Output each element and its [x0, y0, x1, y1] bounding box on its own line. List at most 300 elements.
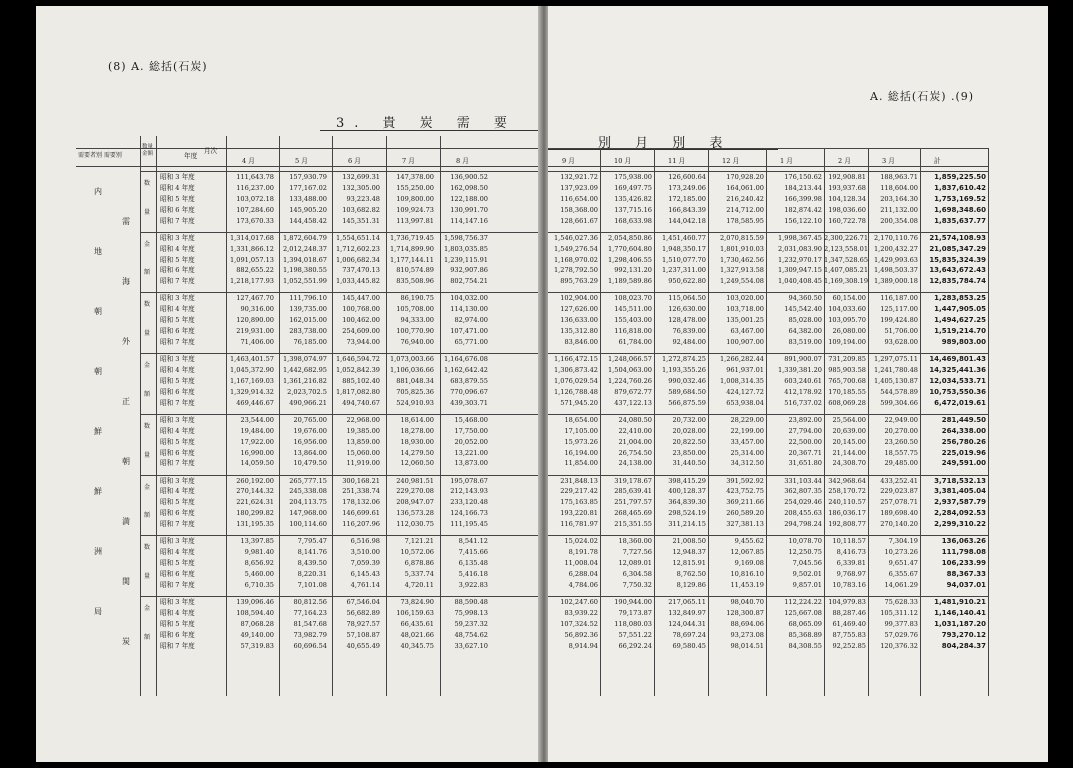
- value-2-1-1: 139,735.00: [289, 305, 327, 314]
- value-3-2-3: 881,048.34: [396, 376, 434, 385]
- right-value-2-2-3: 135,001.25: [726, 316, 764, 325]
- right-value-0-0-4: 176,150.62: [784, 173, 822, 181]
- right-value-3-1-7: 14,325,441.36: [929, 366, 986, 374]
- value-6-4-4: 3,922.83: [458, 580, 488, 589]
- right-value-3-4-4: 516,737.02: [784, 398, 822, 407]
- right-value-5-3-7: 2,284,092.53: [934, 509, 986, 518]
- value-6-2-2: 7,059.39: [350, 559, 380, 567]
- block-rule-5: [140, 475, 541, 476]
- value-3-3-2: 1,817,082.80: [335, 387, 380, 396]
- year-label-5-4: 昭和 7 年度: [160, 520, 195, 529]
- value-3-1-4: 1,162,642.42: [443, 366, 488, 374]
- right-value-2-2-1: 155,403.00: [614, 316, 652, 325]
- right-value-7-4-2: 69,580.45: [672, 641, 706, 650]
- right-value-3-4-1: 437,122.13: [614, 398, 652, 407]
- block-label-2-b: 量: [144, 330, 151, 338]
- value-6-0-2: 6,516.98: [350, 537, 380, 546]
- value-4-3-0: 16,990.00: [240, 448, 274, 457]
- year-label-5-2: 昭和 5 年度: [160, 498, 195, 507]
- right-value-3-0-2: 1,272,874.25: [661, 355, 706, 364]
- block-rule-4: [140, 414, 541, 415]
- value-0-2-1: 133,488.00: [289, 194, 327, 203]
- right-value-5-3-1: 268,465.69: [614, 509, 652, 518]
- right-value-7-4-5: 92,252.85: [832, 641, 866, 650]
- value-1-0-0: 1,314,017.68: [229, 233, 274, 242]
- right-value-7-4-6: 120,376.32: [880, 641, 918, 650]
- value-7-1-4: 75,998.13: [454, 608, 488, 617]
- value-1-1-2: 1,712,602.23: [335, 244, 380, 253]
- right-value-7-3-5: 87,755.83: [832, 630, 866, 639]
- value-2-3-2: 254,609.00: [342, 327, 380, 336]
- right-value-0-0-1: 175,938.00: [614, 173, 652, 181]
- right-value-6-3-5: 9,768.97: [836, 569, 866, 578]
- right-value-4-1-2: 20,028.00: [672, 426, 706, 435]
- year-label-1-0: 昭和 3 年度: [160, 233, 195, 242]
- value-5-2-3: 208,947.07: [396, 498, 434, 507]
- right-value-2-3-7: 1,519,214.70: [934, 327, 986, 336]
- right-value-6-0-4: 10,078.70: [788, 537, 822, 546]
- right-value-3-1-2: 1,193,355.26: [661, 366, 706, 374]
- value-7-2-2: 78,927.57: [346, 619, 380, 628]
- right-value-4-2-6: 23,260.50: [884, 437, 918, 446]
- right-value-5-4-2: 311,214.15: [668, 520, 706, 529]
- right-value-2-3-1: 116,818.00: [614, 327, 652, 336]
- year-label-4-2: 昭和 5 年度: [160, 437, 195, 446]
- right-value-2-1-7: 1,447,905.05: [934, 305, 986, 314]
- right-value-1-0-2: 1,451,460.77: [661, 233, 706, 242]
- value-3-2-0: 1,167,169.03: [229, 376, 274, 385]
- year-label-1-3: 昭和 6 年度: [160, 266, 195, 275]
- right-value-2-2-6: 199,424.80: [880, 316, 918, 325]
- right-value-2-1-0: 127,626.00: [560, 305, 598, 314]
- right-value-6-2-1: 12,089.01: [618, 559, 652, 567]
- right-value-4-3-1: 26,754.50: [618, 448, 652, 457]
- right-value-4-3-2: 23,850.00: [672, 448, 706, 457]
- right-value-7-0-2: 217,065.11: [668, 597, 706, 606]
- right-value-6-3-6: 6,355.67: [888, 569, 918, 578]
- right-value-3-1-1: 1,504,063.00: [607, 366, 652, 374]
- right-month-header-2: 11 月: [668, 157, 686, 165]
- right-value-4-3-4: 20,367.71: [788, 448, 822, 457]
- right-value-4-0-0: 18,654.00: [564, 415, 598, 424]
- right-value-6-3-1: 6,304.58: [622, 569, 652, 578]
- right-value-2-1-5: 104,033.60: [828, 305, 866, 314]
- right-value-5-0-1: 319,178.67: [614, 476, 652, 485]
- side-label-14: 局: [94, 607, 102, 616]
- right-value-1-3-5: 1,407,085.21: [824, 266, 869, 275]
- right-value-4-4-6: 29,485.00: [884, 459, 918, 468]
- right-value-5-2-4: 254,029.46: [784, 498, 822, 507]
- right-value-0-1-2: 173,249.06: [668, 183, 706, 192]
- value-6-1-4: 7,415.66: [458, 548, 488, 557]
- value-3-2-4: 683,879.55: [450, 376, 488, 385]
- right-value-1-3-7: 13,643,672.43: [929, 266, 986, 275]
- right-value-5-3-0: 193,220.81: [560, 509, 598, 518]
- value-7-0-3: 73,824.90: [400, 597, 434, 606]
- right-value-7-2-5: 61,469.40: [832, 619, 866, 628]
- right-value-7-1-3: 128,300.87: [726, 608, 764, 617]
- right-value-0-2-4: 166,399.98: [784, 194, 822, 203]
- right-value-1-1-3: 1,801,910.03: [719, 244, 764, 253]
- right-value-7-1-4: 125,667.08: [784, 608, 822, 617]
- right-value-4-0-5: 25,564.00: [832, 415, 866, 424]
- right-value-5-4-3: 327,381.13: [726, 520, 764, 529]
- right-value-7-0-4: 112,224.22: [784, 597, 822, 606]
- value-1-2-4: 1,239,115.91: [443, 255, 488, 264]
- value-0-1-2: 132,305.00: [342, 183, 380, 192]
- value-4-1-3: 18,278.00: [400, 426, 434, 435]
- right-value-1-0-1: 2,054,850.86: [607, 233, 652, 242]
- right-value-1-4-4: 1,040,408.45: [777, 277, 822, 286]
- right-value-4-3-6: 18,557.75: [884, 448, 918, 457]
- value-7-2-4: 59,237.32: [454, 619, 488, 628]
- right-month-header-0: 9 月: [562, 157, 575, 165]
- right-value-3-2-6: 1,405,130.87: [873, 376, 918, 385]
- right-value-6-0-6: 7,304.19: [888, 537, 918, 546]
- right-value-2-3-6: 51,706.00: [884, 327, 918, 336]
- right-value-6-0-2: 21,008.50: [672, 537, 706, 546]
- right-value-5-1-4: 362,807.35: [784, 487, 822, 496]
- value-5-4-2: 116,207.96: [342, 520, 380, 529]
- right-block-rule-5: [548, 475, 988, 476]
- year-label-4-4: 昭和 7 年度: [160, 459, 195, 468]
- right-value-5-4-1: 215,351.55: [614, 520, 652, 529]
- right-value-4-0-3: 28,229.00: [730, 415, 764, 424]
- value-6-3-0: 5,460.00: [244, 569, 274, 578]
- value-4-1-0: 19,484.00: [240, 426, 274, 435]
- right-month-header-3: 12 月: [722, 157, 740, 165]
- right-value-7-4-3: 98,014.51: [730, 641, 764, 650]
- year-label-7-2: 昭和 5 年度: [160, 619, 195, 628]
- side-label-2: 地: [94, 247, 102, 256]
- right-value-2-4-3: 100,907.00: [726, 338, 764, 346]
- right-value-7-3-3: 93,273.08: [730, 630, 764, 639]
- value-4-1-1: 19,676.00: [293, 426, 327, 435]
- right-value-2-3-2: 76,839.00: [672, 327, 706, 336]
- right-value-0-3-7: 1,698,348.60: [934, 205, 986, 214]
- right-value-4-4-5: 24,308.70: [832, 459, 866, 468]
- right-value-3-3-4: 412,178.92: [784, 387, 822, 396]
- value-1-0-1: 1,872,604.79: [282, 233, 327, 242]
- right-value-0-4-2: 144,042.18: [668, 216, 706, 225]
- year-label-4-3: 昭和 6 年度: [160, 448, 195, 457]
- value-2-4-1: 76,185.00: [293, 338, 327, 346]
- value-4-4-3: 12,060.50: [400, 459, 434, 468]
- right-value-5-0-7: 3,718,532.13: [934, 476, 986, 485]
- right-value-7-1-1: 79,173.87: [618, 608, 652, 617]
- right-value-1-2-4: 1,232,970.17: [777, 255, 822, 264]
- value-3-3-4: 770,096.67: [450, 387, 488, 396]
- block-label-0-b: 量: [144, 208, 151, 216]
- value-7-2-3: 66,435.61: [400, 619, 434, 628]
- right-value-3-3-6: 544,578.89: [880, 387, 918, 396]
- right-value-1-4-5: 1,169,308.19: [824, 277, 869, 286]
- right-value-5-0-5: 342,968.64: [828, 476, 866, 485]
- right-value-0-2-1: 135,426.82: [614, 194, 652, 203]
- right-value-5-0-3: 391,592.92: [726, 476, 764, 485]
- block-rule-2: [140, 292, 541, 293]
- value-7-1-2: 56,682.89: [346, 608, 380, 617]
- right-value-0-2-0: 116,654.00: [560, 194, 598, 203]
- header-requester: 需要者別 需要別: [78, 152, 122, 159]
- value-5-2-1: 204,113.75: [289, 498, 327, 507]
- value-4-4-1: 10,479.50: [293, 459, 327, 468]
- value-2-1-2: 100,768.00: [342, 305, 380, 314]
- value-4-4-4: 13,873.00: [454, 459, 488, 468]
- value-7-2-1: 81,547.68: [293, 619, 327, 628]
- right-value-7-4-1: 66,292.24: [618, 641, 652, 650]
- value-5-4-1: 100,114.60: [289, 520, 327, 529]
- value-5-0-0: 260,192.00: [236, 476, 274, 485]
- right-value-7-4-7: 804,284.37: [941, 641, 986, 650]
- right-value-4-2-1: 21,004.00: [618, 437, 652, 446]
- right-value-2-1-6: 125,117.00: [880, 305, 918, 314]
- vline-b: [156, 136, 157, 696]
- right-value-2-3-5: 26,080.00: [832, 327, 866, 336]
- value-5-3-2: 146,699.61: [342, 509, 380, 518]
- right-value-4-1-0: 17,105.00: [564, 426, 598, 435]
- value-4-2-3: 18,930.00: [400, 437, 434, 446]
- right-value-6-3-3: 10,816.10: [730, 569, 764, 578]
- right-month-header-4: 1 月: [780, 157, 793, 165]
- right-value-7-1-2: 132,849.97: [668, 608, 706, 617]
- right-value-2-4-7: 989,803.00: [941, 338, 986, 346]
- year-label-7-4: 昭和 7 年度: [160, 641, 195, 650]
- title-rule: [320, 130, 541, 131]
- year-label-0-3: 昭和 6 年度: [160, 205, 195, 214]
- value-1-1-0: 1,331,866.12: [229, 244, 274, 253]
- value-6-1-0: 9,981.40: [244, 548, 274, 557]
- value-5-1-4: 212,143.93: [450, 487, 488, 496]
- right-value-1-3-2: 1,237,311.00: [661, 266, 706, 275]
- value-7-1-0: 108,594.40: [236, 608, 274, 617]
- year-label-1-2: 昭和 5 年度: [160, 255, 195, 264]
- side-label-7: 正: [122, 397, 130, 406]
- right-value-5-1-6: 229,023.87: [880, 487, 918, 496]
- header-bottom-rule: [76, 166, 541, 167]
- value-7-4-3: 40,345.75: [400, 641, 434, 650]
- right-value-5-4-6: 270,140.20: [880, 520, 918, 529]
- vline-a: [140, 136, 141, 696]
- right-value-0-4-5: 160,722.78: [828, 216, 866, 225]
- right-value-0-4-0: 128,661.67: [560, 216, 598, 225]
- right-value-3-4-7: 6,472,019.61: [934, 398, 986, 407]
- value-0-4-2: 145,351.31: [342, 216, 380, 225]
- value-0-1-3: 155,250.00: [396, 183, 434, 192]
- right-value-7-2-1: 118,080.03: [614, 619, 652, 628]
- right-value-1-2-6: 1,429,993.63: [873, 255, 918, 264]
- right-value-7-0-7: 1,481,910.21: [934, 597, 986, 606]
- right-value-6-2-5: 6,339.81: [836, 559, 866, 567]
- right-value-7-4-0: 8,914.94: [568, 641, 598, 650]
- right-value-1-4-0: 895,763.29: [560, 277, 598, 286]
- value-2-2-0: 120,890.00: [236, 316, 274, 325]
- right-value-4-0-2: 20,732.00: [672, 415, 706, 424]
- right-value-0-4-4: 156,122.10: [784, 216, 822, 225]
- value-6-1-2: 3,510.00: [350, 548, 380, 557]
- right-value-4-2-7: 256,780.26: [941, 437, 986, 446]
- value-4-2-2: 13,859.00: [346, 437, 380, 446]
- value-1-4-3: 835,508.96: [396, 277, 434, 286]
- value-1-4-2: 1,033,445.82: [335, 277, 380, 286]
- value-6-1-1: 8,141.76: [297, 548, 327, 557]
- right-value-0-0-5: 192,908.81: [828, 173, 866, 181]
- value-7-0-2: 67,546.04: [346, 597, 380, 606]
- value-1-0-3: 1,736,719.45: [389, 233, 434, 242]
- value-3-4-1: 490,966.21: [289, 398, 327, 407]
- year-label-0-1: 昭和 4 年度: [160, 183, 195, 192]
- year-label-0-2: 昭和 5 年度: [160, 194, 195, 203]
- right-value-5-2-2: 364,839.30: [668, 498, 706, 507]
- right-value-6-3-2: 8,762.50: [676, 569, 706, 578]
- value-4-0-0: 23,544.00: [240, 415, 274, 424]
- right-value-0-4-1: 168,633.98: [614, 216, 652, 225]
- value-6-4-3: 4,720.11: [404, 580, 434, 589]
- value-2-0-4: 104,032.00: [450, 294, 488, 303]
- right-value-7-2-6: 99,377.83: [884, 619, 918, 628]
- right-value-4-0-4: 23,892.00: [788, 415, 822, 424]
- right-block-rule-3: [548, 353, 988, 354]
- left-page-header: (8) A. 総括(石炭): [108, 60, 208, 73]
- value-0-0-3: 147,378.00: [396, 173, 434, 181]
- right-value-3-3-5: 170,185.55: [828, 387, 866, 396]
- year-label-3-4: 昭和 7 年度: [160, 398, 195, 407]
- right-value-1-1-4: 2,031,083.90: [777, 244, 822, 253]
- value-6-0-4: 8,541.12: [458, 537, 488, 546]
- right-block-rule-1: [548, 232, 988, 233]
- right-value-6-2-3: 9,169.08: [734, 559, 764, 567]
- right-value-2-4-2: 92,484.00: [672, 338, 706, 346]
- side-label-13: 関: [122, 577, 130, 586]
- block-label-6-a: 数: [144, 544, 151, 552]
- right-value-6-2-7: 106,233.99: [941, 559, 986, 567]
- right-value-4-1-7: 264,338.00: [941, 426, 986, 435]
- right-value-5-3-6: 189,698.40: [880, 509, 918, 518]
- value-0-1-0: 116,237.00: [236, 183, 274, 192]
- year-label-7-0: 昭和 3 年度: [160, 597, 195, 606]
- side-label-1: 需: [122, 217, 130, 226]
- right-value-6-0-1: 18,360.00: [618, 537, 652, 546]
- right-value-2-4-1: 61,784.00: [618, 338, 652, 346]
- right-value-7-0-0: 102,247.60: [560, 597, 598, 606]
- right-value-7-2-7: 1,031,187.20: [934, 619, 986, 628]
- value-5-3-0: 180,299.82: [236, 509, 274, 518]
- right-value-1-2-2: 1,510,077.70: [661, 255, 706, 264]
- value-3-3-0: 1,329,914.32: [229, 387, 274, 396]
- right-value-0-0-2: 126,600.64: [668, 173, 706, 181]
- right-value-1-2-5: 1,347,528.65: [824, 255, 869, 264]
- right-value-5-1-3: 423,752.75: [726, 487, 764, 496]
- right-value-3-2-1: 1,224,760.26: [607, 376, 652, 385]
- right-value-2-4-4: 83,519.00: [788, 338, 822, 346]
- right-value-6-1-5: 8,416.73: [836, 548, 866, 557]
- right-value-1-0-0: 1,546,027.36: [553, 233, 598, 242]
- right-value-3-4-2: 566,875.59: [668, 398, 706, 407]
- block-rule-7: [140, 596, 541, 597]
- year-label-6-2: 昭和 5 年度: [160, 559, 195, 567]
- right-value-0-1-3: 164,061.00: [726, 183, 764, 192]
- header-qty-amount: 数量 金額: [142, 144, 154, 157]
- value-2-2-2: 100,462.00: [342, 316, 380, 325]
- right-value-7-1-7: 1,146,140.41: [934, 608, 986, 617]
- right-value-6-0-5: 10,118.57: [832, 537, 866, 546]
- right-value-4-0-7: 281,449.50: [941, 415, 986, 424]
- right-month-header-7: 計: [934, 157, 941, 165]
- value-3-0-3: 1,073,003.66: [389, 355, 434, 364]
- right-value-5-4-5: 192,808.77: [828, 520, 866, 529]
- value-7-0-1: 80,812.56: [293, 597, 327, 606]
- right-value-0-3-2: 166,843.39: [668, 205, 706, 214]
- right-value-0-2-6: 203,164.30: [880, 194, 918, 203]
- block-label-3-b: 額: [144, 390, 151, 398]
- right-value-3-2-4: 603,240.61: [784, 376, 822, 385]
- value-5-0-1: 265,777.15: [289, 476, 327, 485]
- right-value-6-1-3: 12,067.85: [730, 548, 764, 557]
- right-value-1-3-3: 1,327,913.58: [719, 266, 764, 275]
- value-3-4-3: 524,910.93: [396, 398, 434, 407]
- value-7-4-0: 57,319.83: [240, 641, 274, 650]
- year-label-0-0: 昭和 3 年度: [160, 173, 195, 181]
- right-value-0-2-3: 216,240.42: [726, 194, 764, 203]
- right-value-7-3-4: 85,368.89: [788, 630, 822, 639]
- right-value-1-4-3: 1,249,554.08: [719, 277, 764, 286]
- value-7-4-1: 60,696.54: [293, 641, 327, 650]
- value-0-4-0: 173,670.33: [236, 216, 274, 225]
- right-value-7-1-5: 88,287.46: [832, 608, 866, 617]
- value-2-1-4: 114,130.00: [450, 305, 488, 314]
- value-0-3-2: 103,682.82: [342, 205, 380, 214]
- right-value-3-2-2: 990,032.46: [668, 376, 706, 385]
- right-value-5-2-6: 257,078.71: [880, 498, 918, 507]
- right-value-4-1-1: 22,410.00: [618, 426, 652, 435]
- value-6-3-4: 5,416.18: [458, 569, 488, 578]
- year-label-6-0: 昭和 3 年度: [160, 537, 195, 546]
- right-value-4-2-5: 20,145.00: [832, 437, 866, 446]
- right-value-3-1-6: 1,241,780.48: [873, 366, 918, 374]
- value-6-1-3: 10,572.06: [400, 548, 434, 557]
- side-label-11: 満: [122, 517, 130, 526]
- block-label-5-a: 金: [144, 483, 151, 491]
- right-value-5-4-4: 294,798.24: [784, 520, 822, 529]
- right-value-0-2-2: 172,185.00: [668, 194, 706, 203]
- value-7-2-0: 87,068.28: [240, 619, 274, 628]
- right-value-0-3-1: 137,715.16: [614, 205, 652, 214]
- year-label-6-3: 昭和 6 年度: [160, 569, 195, 578]
- value-4-0-2: 22,968.00: [346, 415, 380, 424]
- right-value-5-0-0: 231,848.13: [560, 476, 598, 485]
- value-2-0-1: 111,796.10: [289, 294, 327, 303]
- side-label-9: 朝: [122, 457, 130, 466]
- right-value-5-1-2: 400,128.37: [668, 487, 706, 496]
- block-label-1-a: 金: [144, 240, 151, 248]
- value-4-0-1: 20,765.00: [293, 415, 327, 424]
- right-value-7-3-2: 78,697.24: [672, 630, 706, 639]
- right-value-4-0-6: 22,949.00: [884, 415, 918, 424]
- right-value-2-4-6: 93,628.00: [884, 338, 918, 346]
- right-value-0-1-7: 1,837,610.42: [934, 183, 986, 192]
- right-value-1-2-1: 1,298,406.55: [607, 255, 652, 264]
- right-value-3-0-1: 1,248,066.57: [607, 355, 652, 364]
- value-2-3-3: 100,770.90: [396, 327, 434, 336]
- right-value-1-1-5: 2,123,558.01: [824, 244, 869, 253]
- right-value-3-2-5: 765,700.68: [828, 376, 866, 385]
- value-7-0-4: 88,590.48: [454, 597, 488, 606]
- value-4-4-2: 11,919.00: [346, 459, 380, 468]
- right-value-6-1-6: 10,273.26: [884, 548, 918, 557]
- right-value-2-0-3: 103,020.00: [726, 294, 764, 303]
- right-value-0-3-4: 182,874.42: [784, 205, 822, 214]
- value-7-4-2: 40,655.49: [346, 641, 380, 650]
